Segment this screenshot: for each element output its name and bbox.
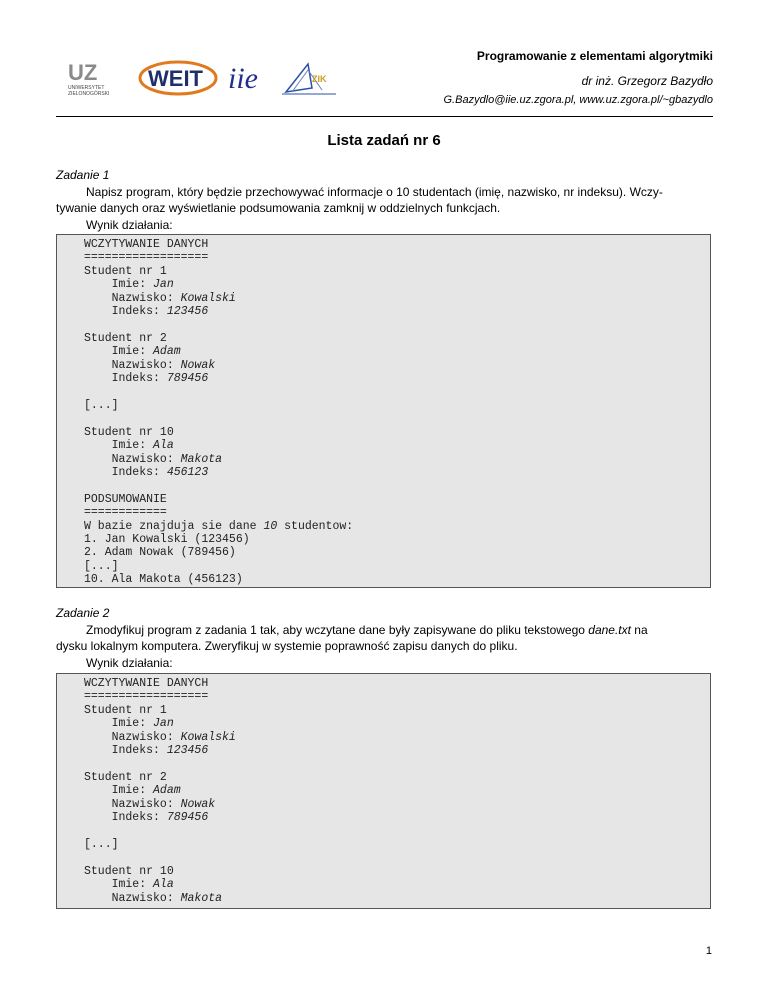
code-line [84, 332, 710, 345]
code-line [84, 573, 710, 586]
code-text: Student nr 1 [84, 264, 167, 278]
code-text [84, 385, 91, 398]
code-text: Student nr 10 [84, 425, 174, 439]
code-line [84, 757, 710, 770]
code-line [84, 385, 710, 398]
code-text [84, 757, 91, 770]
code-text: Indeks: [84, 465, 167, 479]
code-line [84, 717, 710, 730]
code-line [84, 520, 710, 533]
code-line [84, 265, 710, 278]
code-input-value: Jan [153, 717, 174, 731]
code-line [84, 546, 710, 559]
code-text: ============ [84, 506, 167, 520]
code-line [84, 479, 710, 492]
code-line [84, 439, 710, 452]
code-input-value: Makota [180, 891, 223, 905]
code-line [84, 560, 710, 573]
code-text: Nazwisko: [84, 730, 181, 744]
code-line [84, 426, 710, 439]
task-2-result-label: Wynik działania: [86, 656, 173, 670]
code-line [84, 811, 710, 824]
code-text: Student nr 2 [84, 331, 167, 345]
code-line [84, 506, 710, 519]
task-1-line-2: tywanie danych oraz wyświetlanie podsumowania zamknij w oddzielnych funkcjach. [56, 201, 501, 215]
code-line [84, 731, 710, 744]
code-line [84, 865, 710, 878]
code-input-value: Kowalski [180, 730, 236, 744]
code-text: [...] [84, 559, 119, 573]
code-text: Student nr 10 [84, 864, 174, 878]
code-line [84, 533, 710, 546]
code-text: [...] [84, 398, 119, 412]
task-2-line-2: dysku lokalnym komputera. Zweryfikuj w systemie poprawność zapisu danych do pliku. [56, 639, 518, 653]
course-name: Programowanie z elementami algorytmiki [476, 49, 713, 63]
weit-logo [136, 58, 220, 98]
code-input-value: 10 [263, 519, 278, 533]
code-text: Nazwisko: [84, 291, 181, 305]
task-2-line-1b: na [630, 623, 648, 637]
code-line [84, 493, 710, 506]
code-text: Indeks: [84, 372, 167, 386]
code-text: ================== [84, 690, 209, 704]
code-input-value: Nowak [180, 358, 216, 372]
code-text: Nazwisko: [84, 452, 181, 466]
code-text: WCZYTYWANIE DANYCH [84, 677, 209, 690]
code-line [84, 690, 710, 703]
author-contact: G.Bazydlo@iie.uz.zgora.pl, www.uz.zgora.pl/~gbazydlo [443, 94, 713, 106]
code-line [84, 677, 710, 690]
code-text: Imie: [84, 717, 154, 731]
task-1-result-label: Wynik działania: [86, 218, 173, 232]
code-text: 10. Ala Makota (456123) [84, 573, 243, 587]
logo-strip [64, 58, 364, 98]
code-text: 2. Adam Nowak (789456) [84, 546, 236, 560]
code-line [84, 744, 710, 757]
svg-text:ZIELONOGÓRSKI: ZIELONOGÓRSKI [68, 91, 110, 97]
code-line [84, 372, 710, 385]
code-text: Imie: [84, 878, 154, 892]
code-text: Nazwisko: [84, 358, 181, 372]
code-input-value: Jan [153, 278, 174, 292]
task-2-heading: Zadanie 2 [56, 606, 110, 620]
code-text: Nazwisko: [84, 891, 181, 905]
code-text [84, 851, 91, 864]
code-line [84, 238, 710, 251]
task-2-line-1a: Zmodyfikuj program z zadania 1 tak, aby wczytane dane były zapisywane do pliku tekstowego [86, 623, 589, 637]
code-input-value: 123456 [166, 305, 209, 319]
code-input-value: 456123 [166, 465, 209, 479]
code-line [84, 824, 710, 837]
code-line [84, 771, 710, 784]
code-text: ================== [84, 251, 209, 265]
code-text: Indeks: [84, 811, 167, 825]
code-text: Imie: [84, 278, 154, 292]
code-text: WCZYTYWANIE DANYCH [84, 238, 209, 251]
code-input-value: 789456 [166, 372, 209, 386]
code-line [84, 851, 710, 864]
code-line [84, 784, 710, 797]
code-text: Student nr 2 [84, 770, 167, 784]
code-line [84, 838, 710, 851]
code-input-value: 123456 [166, 744, 209, 758]
code-input-value: Ala [153, 878, 174, 892]
svg-text:UZ: UZ [68, 60, 98, 85]
author-name: dr inż. Grzegorz Bazydło [581, 74, 713, 88]
code-line [84, 359, 710, 372]
task-2-filename: dane.txt [588, 623, 631, 637]
code-line [84, 412, 710, 425]
page-header [56, 44, 713, 117]
code-text: PODSUMOWANIE [84, 492, 167, 506]
iie-logo [226, 58, 270, 98]
code-line [84, 892, 710, 905]
task-1-description [56, 184, 713, 216]
code-input-value: Adam [153, 345, 181, 359]
code-input-value: Adam [153, 784, 181, 798]
code-text: Nazwisko: [84, 797, 181, 811]
code-text: Imie: [84, 784, 154, 798]
task-2-code-output [56, 673, 711, 909]
code-input-value: Makota [180, 452, 223, 466]
task-1-code-output [56, 234, 711, 588]
code-line [84, 318, 710, 331]
code-input-value: 789456 [166, 811, 209, 825]
code-text [84, 318, 91, 331]
code-text [84, 479, 91, 492]
task-2-description [56, 622, 713, 654]
task-1-heading: Zadanie 1 [56, 168, 110, 182]
code-line [84, 453, 710, 466]
code-text: W bazie znajduja sie dane [84, 519, 264, 533]
page-title: Lista zadań nr 6 [327, 132, 441, 149]
code-text: Indeks: [84, 744, 167, 758]
code-line [84, 399, 710, 412]
code-text: Imie: [84, 345, 154, 359]
zik-logo [278, 58, 340, 98]
uz-logo [64, 58, 128, 98]
task-1-line-1: Napisz program, który będzie przechowywać informacje o 10 studentach (imię, nazwisko, nr indeksu). Wczy- [86, 185, 663, 199]
code-line [84, 278, 710, 291]
code-line [84, 704, 710, 717]
code-text [84, 824, 91, 837]
code-line [84, 345, 710, 358]
svg-text:WEIT: WEIT [148, 66, 203, 91]
code-input-value: Kowalski [180, 291, 236, 305]
code-line [84, 251, 710, 264]
code-text: studentow: [277, 519, 354, 533]
code-input-value: Nowak [180, 797, 216, 811]
code-line [84, 466, 710, 479]
code-text: [...] [84, 837, 119, 851]
code-line [84, 798, 710, 811]
code-text [84, 412, 91, 425]
svg-text:iie: iie [228, 62, 258, 95]
code-line [84, 878, 710, 891]
code-input-value: Ala [153, 439, 174, 453]
code-text: 1. Jan Kowalski (123456) [84, 532, 250, 546]
code-text: Student nr 1 [84, 703, 167, 717]
code-line [84, 305, 710, 318]
svg-text:ZIK: ZIK [312, 74, 327, 84]
svg-text:UNIWERSYTET: UNIWERSYTET [68, 85, 105, 91]
code-text: Indeks: [84, 305, 167, 319]
code-line [84, 292, 710, 305]
code-text: Imie: [84, 439, 154, 453]
page-number: 1 [705, 945, 712, 957]
